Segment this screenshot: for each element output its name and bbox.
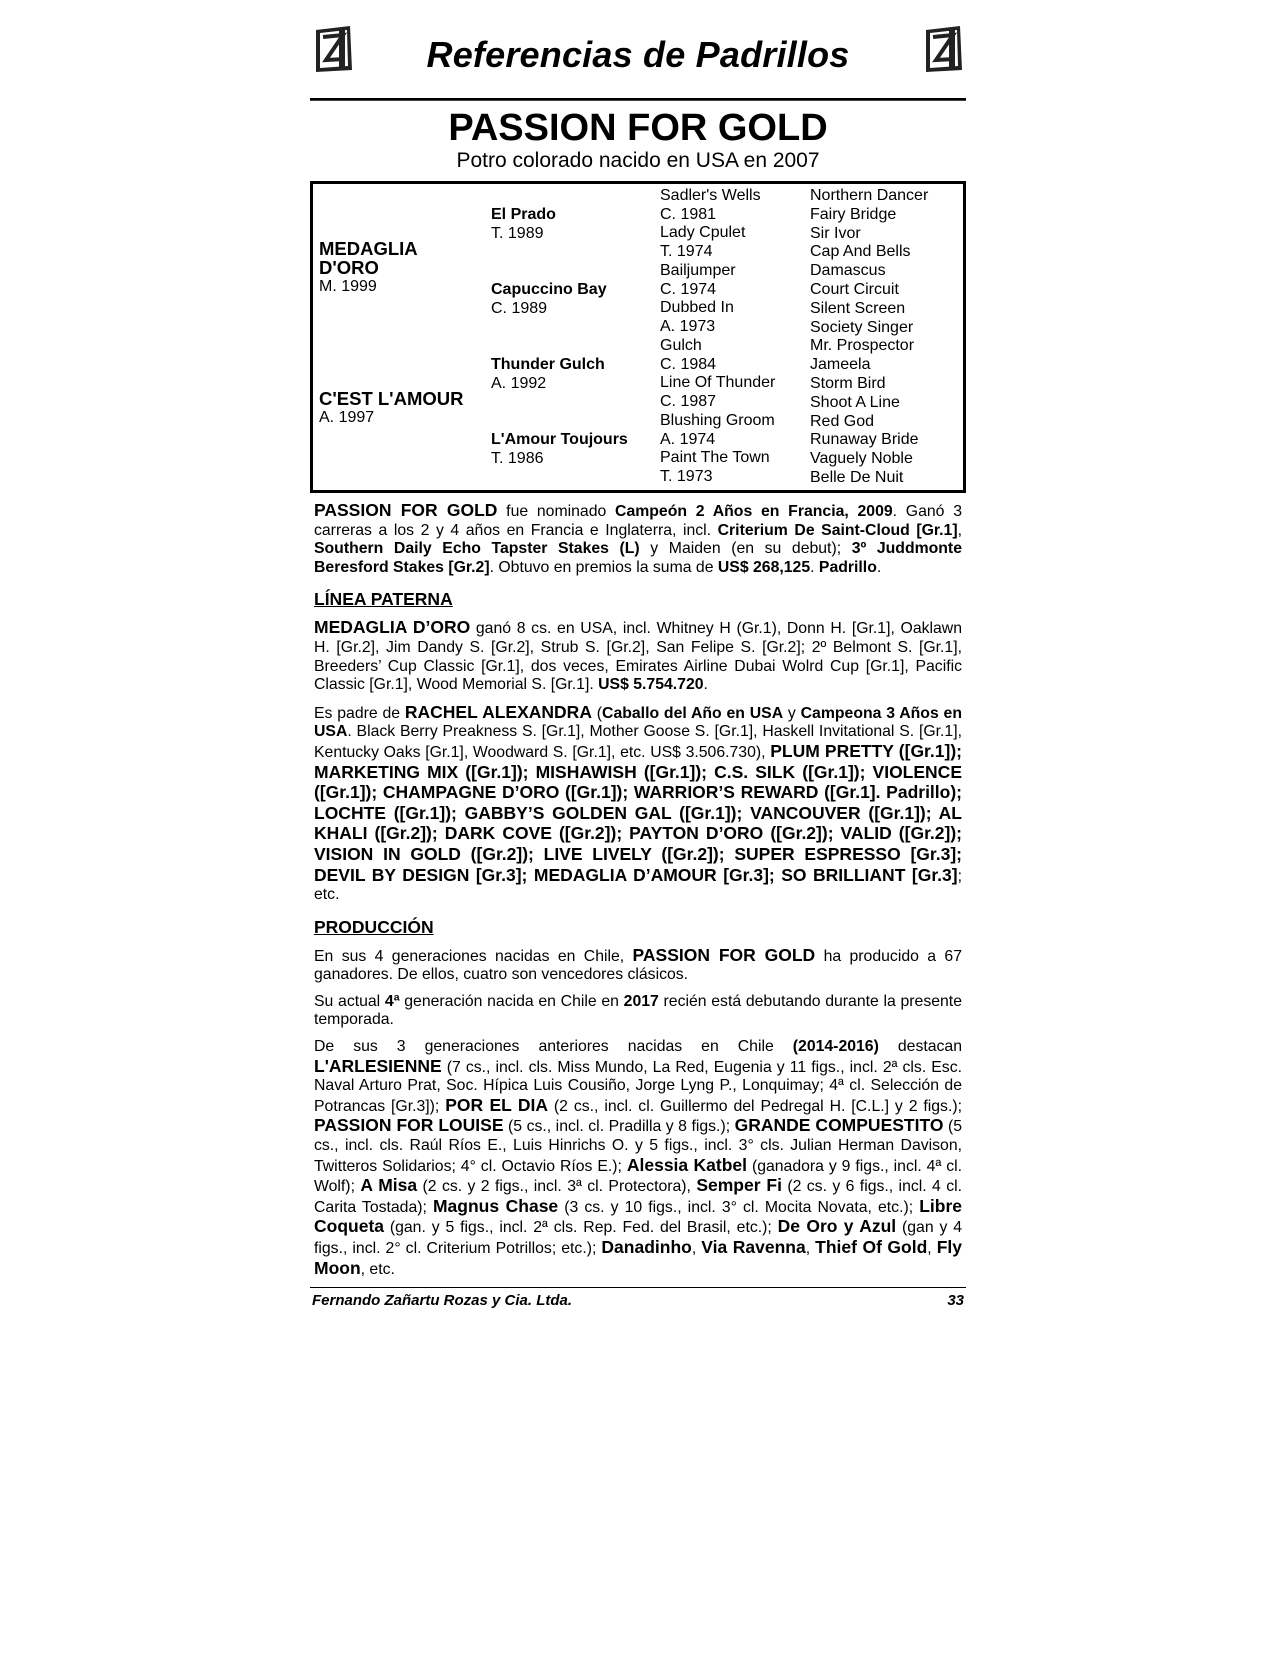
intro-paragraph xyxy=(314,501,962,577)
gen3-name: Bailjumper xyxy=(660,262,736,279)
gen4-name: Cap And Bells xyxy=(810,243,911,261)
gen3-year: C. 1987 xyxy=(660,392,717,410)
gen4-name: Belle De Nuit xyxy=(810,468,904,486)
dam-sire-name: Thunder Gulch xyxy=(491,356,605,373)
text-span: PLUM PRETTY ([Gr.1]); MARKETING MIX ([Gr.1]); MISHAWISH ([Gr.1]); C.S. SILK ([Gr.1]); VIOLENCE ([Gr.1]); CHAMPAGNE D’ORO ([Gr.1]); WARRIOR’S REWARD ([Gr.1]. Padrillo); LOCHTE ([Gr.1]); GABBY’S GOLDEN GAL ([Gr.1]); VANCOUVER ([Gr.1]); AL KHALI ([Gr.2]); DARK COVE ([Gr.2]); PAYTON D’ORO ([Gr.2]); VALID ([Gr.2]); VISION IN GOLD ([Gr.2]); LIVE LIVELY ([Gr.2]); SUPER ESPRESSO [Gr.3]; DEVIL BY DESIGN [Gr.3]; MEDAGLIA D’AMOUR [Gr.3]; SO BRILLIANT [Gr.3] xyxy=(314,740,962,885)
text-span: . xyxy=(810,558,819,576)
text-span: GRANDE COMPUESTITO xyxy=(734,1115,944,1136)
sire-sire-year: T. 1989 xyxy=(491,224,544,242)
horse-subtitle: Potro colorado nacido en USA en 2007 xyxy=(456,149,820,172)
page-number: 33 xyxy=(947,1292,964,1310)
text-span: Caballo del Año en USA xyxy=(602,704,784,722)
gen4-name: Vaguely Noble xyxy=(810,450,913,468)
pedigree-dam-sire xyxy=(491,356,605,394)
section-heading-paterna: LÍNEA PATERNA xyxy=(314,589,453,610)
text-span: En sus 4 generaciones nacidas en Chile, xyxy=(314,947,633,965)
text-span: ha producido a 67 ganadores. De ellos, cuatro son vencedores clásicos. xyxy=(314,947,962,984)
text-span: 2017 xyxy=(623,992,659,1010)
gen3-name: Sadler's Wells xyxy=(660,187,761,204)
text-span: generación nacida en Chile en xyxy=(399,992,624,1010)
dam-name: C'EST L'AMOUR xyxy=(319,388,464,409)
text-span: ; etc. xyxy=(314,867,962,904)
sire-name-line1: MEDAGLIA xyxy=(319,238,418,259)
text-span: US$ 268,125 xyxy=(717,558,811,576)
pedigree-sire-sire xyxy=(491,206,556,244)
text-span: , xyxy=(927,1240,937,1257)
text-span: destacan xyxy=(878,1038,962,1056)
text-span: Su actual xyxy=(314,992,385,1010)
text-span: fue nominado xyxy=(497,503,616,520)
gen4-name: Mr. Prospector xyxy=(810,337,915,355)
text-span: (5 cs., incl. cls. Raúl Ríos E., Luis Hinrichs O. y 5 figs., incl. 3° cls. Julian Herman Davison, Twitteros Solidarios; 4° cl. Octavio Ríos E.); xyxy=(314,1118,963,1175)
document-page xyxy=(310,20,966,1309)
gen3-year: A. 1973 xyxy=(660,317,716,335)
text-span: (2 cs., incl. cl. Guillermo del Pedregal H. [C.L.] y 2 figs.); xyxy=(548,1097,962,1115)
gen3-year: T. 1974 xyxy=(660,242,713,260)
text-span: (2 cs. y 6 figs., incl. 4 cl. Carita Tostada); xyxy=(314,1178,963,1216)
text-span: (gan y 4 figs., incl. 2° cl. Criterium Potrillos; etc.); xyxy=(314,1219,963,1257)
pedigree-gen3-4 xyxy=(660,337,716,375)
sire-dam-year: C. 1989 xyxy=(491,299,548,317)
text-span: Padrillo xyxy=(818,558,877,576)
text-span: RACHEL ALEXANDRA xyxy=(404,701,592,722)
text-span: De Oro y Azul xyxy=(777,1216,897,1237)
horse-name-ref: PASSION FOR GOLD xyxy=(314,500,498,520)
pedigree-dam-dam xyxy=(491,431,628,469)
text-span: . xyxy=(876,558,882,576)
gen3-name: Gulch xyxy=(660,337,702,354)
page-header xyxy=(310,20,966,82)
body-text xyxy=(314,618,962,904)
gen3-name: Lady Cpulet xyxy=(660,224,746,241)
text-span: . Ganó 3 carreras a los 2 y 4 años en Francia e Inglaterra, incl. xyxy=(314,503,962,539)
paterna-paragraph-1 xyxy=(314,618,962,694)
gen3-year: A. 1974 xyxy=(660,430,716,448)
text-span: Thief Of Gold xyxy=(815,1237,928,1257)
pedigree-gen3-6 xyxy=(660,412,775,450)
text-span: PASSION FOR LOUISE xyxy=(314,1115,504,1136)
gen4-name: Red God xyxy=(810,412,875,430)
sire-dam-name: Capuccino Bay xyxy=(491,281,607,298)
text-span: (2014-2016) xyxy=(792,1038,879,1056)
gen3-name: Blushing Groom xyxy=(660,412,775,429)
text-span: PASSION FOR GOLD xyxy=(632,944,816,965)
text-span: (5 cs., incl. cl. Pradilla y 8 figs.); xyxy=(503,1118,735,1136)
gen4-name: Shoot A Line xyxy=(810,393,900,411)
sire-name-line2: D'ORO xyxy=(319,256,379,278)
text-span: Via Ravenna xyxy=(701,1237,806,1257)
text-span: Semper Fi xyxy=(696,1175,782,1196)
body-text xyxy=(314,501,962,577)
gen4-name: Runaway Bride xyxy=(810,431,919,449)
text-span: Alessia Katbel xyxy=(626,1154,748,1175)
pedigree-table xyxy=(310,181,966,493)
text-span: Fly Moon xyxy=(314,1237,963,1278)
dam-dam-year: T. 1986 xyxy=(491,449,544,467)
text-span: ( xyxy=(591,704,603,722)
footer-company: Fernando Zañartu Rozas y Cia. Ltda. xyxy=(312,1292,573,1310)
dam-year: A. 1997 xyxy=(319,408,375,426)
page-footer xyxy=(310,1292,966,1309)
text-span: , xyxy=(805,1240,816,1257)
paterna-paragraph-2 xyxy=(314,703,962,905)
footer-rule xyxy=(310,1287,966,1288)
text-span: Danadinho xyxy=(601,1237,692,1257)
text-span: recién está debutando durante la presente temporada. xyxy=(314,992,962,1029)
body-text xyxy=(314,946,962,1280)
text-span: US$ 5.754.720 xyxy=(598,676,704,694)
horse-name: PASSION FOR GOLD xyxy=(448,107,828,149)
text-span: A Misa xyxy=(360,1175,418,1196)
gen4-name: Society Singer xyxy=(810,318,914,336)
prod-paragraph-2 xyxy=(314,993,962,1030)
text-span: Campeona 3 Años en USA xyxy=(314,704,962,741)
text-span: (ganadora y 9 figs., incl. 4ª cl. Wolf); xyxy=(314,1157,962,1196)
gen3-year: C. 1984 xyxy=(660,355,717,373)
text-span: . Obtuvo en premios la suma de xyxy=(489,558,718,576)
gen4-name: Silent Screen xyxy=(810,299,906,317)
gen3-year: C. 1981 xyxy=(660,205,717,223)
text-span: Campeón 2 Años en Francia, 2009 xyxy=(615,503,893,520)
text-span: (7 cs., incl. cls. Miss Mundo, La Red, Eugenia y 11 figs., incl. 2ª cls. Esc. Naval Arturo Prat, Soc. Hípica Luis Cousiño, Jorge Lyng P., Lonquimay; 4ª cl. Selección de Potrancas [Gr.3]); xyxy=(314,1058,962,1115)
gen3-name: Line Of Thunder xyxy=(660,374,776,391)
gen4-name: Sir Ivor xyxy=(810,224,861,242)
text-span: ganó 8 cs. en USA, incl. Whitney H (Gr.1), Donn H. [Gr.1], Oaklawn H. [Gr.2], Jim Dandy S. [Gr.2], Strub S. [Gr.2], San Felipe S. [Gr.2]; 2º Belmont S. [Gr.1], Breeders’ Cup Classic [Gr.1], dos veces, Emirates Airline Dubai Wolrd Cup [Gr.1], Pacific Classic [Gr.1], Wood Memorial S. [Gr.1]. xyxy=(314,620,962,694)
gen4-name: Fairy Bridge xyxy=(810,205,897,223)
text-span: L'ARLESIENNE xyxy=(314,1055,442,1076)
text-span: . Black Berry Preakness S. [Gr.1], Mother Goose S. [Gr.1], Haskell Invitational S. [Gr.1], Kentucky Oaks [Gr.1], Woodward S. [Gr.1], etc. US$ 3.506.730), xyxy=(314,723,962,761)
pedigree-gen3-0 xyxy=(660,187,761,225)
text-span: y xyxy=(783,704,801,722)
pedigree-sire xyxy=(319,240,418,296)
pedigree-gen4 xyxy=(810,187,928,488)
header-rule xyxy=(310,98,966,101)
gen3-year: T. 1973 xyxy=(660,467,713,485)
text-span: De sus 3 generaciones anteriores nacidas en Chile xyxy=(314,1038,793,1056)
text-span: (2 cs. y 2 figs., incl. 3ª cl. Protectora), xyxy=(417,1178,697,1196)
text-span: Libre Coqueta xyxy=(314,1195,962,1237)
pedigree-dam xyxy=(319,390,463,428)
text-span: (gan. y 5 figs., incl. 2ª cls. Rep. Fed. del Brasil, etc.); xyxy=(384,1219,778,1237)
pedigree-sire-dam xyxy=(491,281,607,319)
fz-logo-icon xyxy=(920,24,966,74)
gen4-name: Northern Dancer xyxy=(810,187,929,204)
pedigree-gen3-7 xyxy=(660,449,770,487)
text-span: Magnus Chase xyxy=(432,1195,559,1216)
section-heading-produccion: PRODUCCIÓN xyxy=(314,916,434,937)
gen3-name: Dubbed In xyxy=(660,299,734,316)
sire-year: M. 1999 xyxy=(319,277,377,295)
pedigree-gen3-5 xyxy=(660,374,775,412)
header-title: Referencias de Padrillos xyxy=(426,34,850,75)
dam-sire-year: A. 1992 xyxy=(491,374,547,392)
text-span: y Maiden (en su debut); xyxy=(639,540,852,558)
gen4-name: Storm Bird xyxy=(810,374,886,392)
dam-dam-name: L'Amour Toujours xyxy=(491,431,628,448)
text-span: 3º Juddmonte Beresford Stakes [Gr.2] xyxy=(314,540,962,576)
prod-paragraph-3 xyxy=(314,1038,962,1279)
prod-paragraph-1 xyxy=(314,946,962,985)
text-span: (3 cs. y 10 figs., incl. 3° cl. Mocita Novata, etc.); xyxy=(558,1198,920,1216)
sire-sire-name: El Prado xyxy=(491,206,556,223)
pedigree-gen3-1 xyxy=(660,224,745,262)
text-span: Southern Daily Echo Tapster Stakes (L) xyxy=(314,540,640,558)
text-span: , etc. xyxy=(360,1260,395,1278)
pedigree-gen3-3 xyxy=(660,299,734,337)
gen3-year: C. 1974 xyxy=(660,280,717,298)
text-span: , xyxy=(957,521,962,539)
text-span: Criterium De Saint-Cloud [Gr.1] xyxy=(717,521,958,539)
gen4-name: Damascus xyxy=(810,262,886,280)
gen3-name: Paint The Town xyxy=(660,449,770,466)
gen4-name: Court Circuit xyxy=(810,280,899,298)
text-span: . xyxy=(703,676,708,694)
text-span: MEDAGLIA D’ORO xyxy=(314,617,471,638)
text-span: , xyxy=(691,1240,702,1257)
text-span: Es padre de xyxy=(314,704,405,722)
text-span: POR EL DIA xyxy=(445,1094,549,1115)
pedigree-gen3-2 xyxy=(660,262,736,300)
text-span: 4ª xyxy=(384,992,400,1010)
gen4-name: Jameela xyxy=(810,356,871,374)
